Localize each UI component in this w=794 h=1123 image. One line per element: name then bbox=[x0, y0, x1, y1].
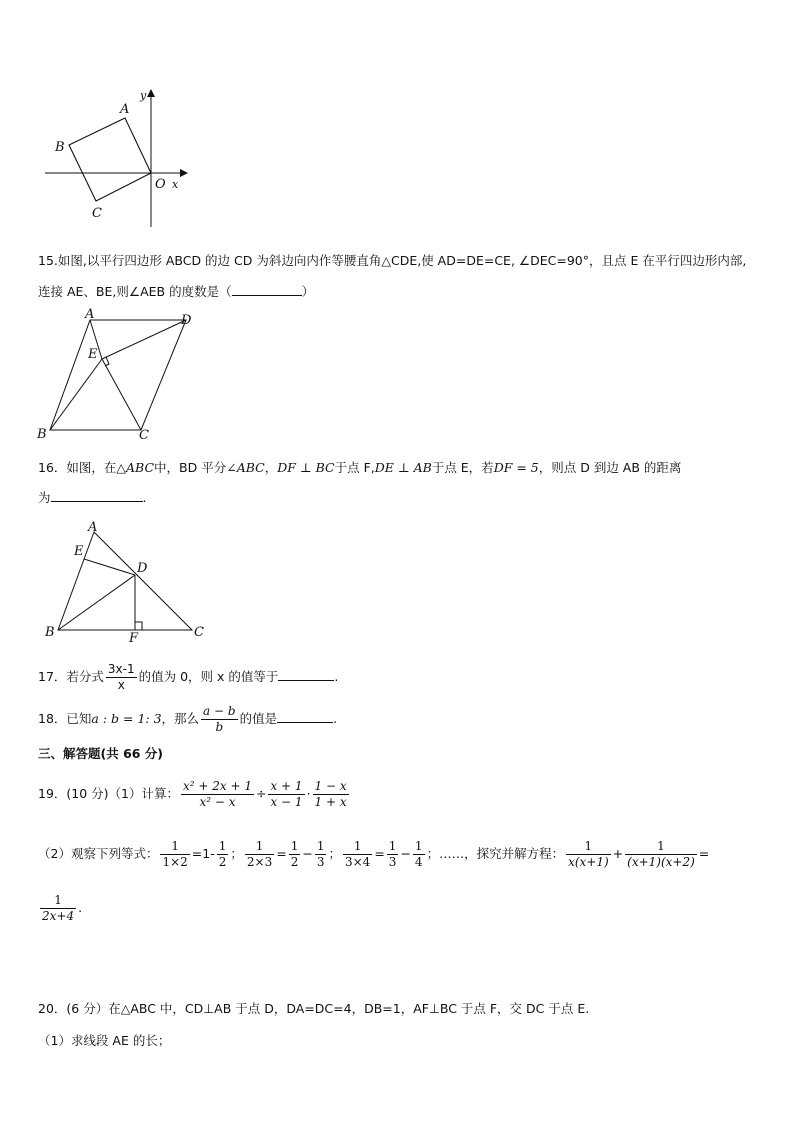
q18-end: . bbox=[333, 711, 338, 726]
label-C: C bbox=[92, 206, 102, 221]
q19-e2b-frac bbox=[315, 839, 327, 870]
q19-e2a-frac bbox=[289, 839, 301, 870]
q19-frac1-num: x² + 2x + 1 bbox=[183, 779, 252, 793]
q19-g2-num: 1 bbox=[625, 839, 697, 855]
segment-bd bbox=[58, 575, 135, 630]
q19-g1-frac bbox=[566, 839, 611, 870]
label-B: B bbox=[45, 625, 55, 640]
label-A: A bbox=[120, 102, 130, 117]
right-angle-mark-f bbox=[135, 622, 142, 630]
q18-ratio: a : b = 1: 3 bbox=[91, 711, 162, 726]
label-D: D bbox=[137, 561, 148, 576]
q19-pre: 19．(10 分)（1）计算： bbox=[38, 786, 179, 801]
q19-e2a-den: 2 bbox=[290, 855, 299, 869]
label-A: A bbox=[88, 520, 98, 535]
q18-answer-blank[interactable] bbox=[277, 722, 333, 723]
q19-frac1-den: x² − x bbox=[199, 795, 236, 809]
q20-line2: （1）求线段 AE 的长； bbox=[38, 1033, 171, 1048]
q16-line2-end: . bbox=[142, 490, 147, 505]
q18-num: a − b bbox=[203, 704, 236, 718]
q15-answer-blank[interactable] bbox=[232, 295, 302, 296]
parallelogram-abcd bbox=[50, 320, 186, 430]
q16-line2-text: 为 bbox=[38, 490, 51, 505]
q19-e2-frac bbox=[245, 839, 274, 870]
q19-e2-num: 1 bbox=[245, 839, 274, 855]
q18-mid: ，那么 bbox=[161, 711, 200, 726]
q19-geq: = bbox=[698, 846, 710, 861]
q19-g3-num: 1 bbox=[40, 893, 76, 909]
q16-p1: 16．如图，在 bbox=[38, 460, 117, 475]
label-B: B bbox=[55, 140, 65, 155]
q19-e3b-num: 1 bbox=[414, 839, 423, 853]
q19-e1-den: 1×2 bbox=[162, 855, 188, 869]
q19-g2-frac bbox=[625, 839, 697, 870]
q19-part2-line2 bbox=[38, 888, 82, 928]
label-E: E bbox=[88, 347, 98, 362]
segment-ed bbox=[102, 320, 186, 359]
q17-end: . bbox=[334, 669, 339, 684]
q18-pre: 18．已知 bbox=[38, 711, 92, 726]
q16-p3: ， bbox=[264, 460, 278, 475]
segment-de bbox=[84, 559, 135, 575]
q19-e1-num: 1 bbox=[160, 839, 189, 855]
q19-part1 bbox=[38, 774, 351, 814]
q19-sep2: ； bbox=[328, 846, 341, 861]
q15-line1: 15.如图,以平行四边形 ABCD 的边 CD 为斜边向内作等腰直角△CDE,使 AD=DE=CE, ∠DEC=90°，且点 E 在平行四边形内部, bbox=[38, 253, 747, 268]
q19-e2minus: − bbox=[302, 846, 313, 861]
q16-answer-blank[interactable] bbox=[51, 501, 143, 502]
label-C: C bbox=[194, 625, 204, 640]
q18 bbox=[38, 702, 337, 736]
q19-e3-den: 3×4 bbox=[344, 855, 371, 869]
q19-sep1: ； bbox=[230, 846, 243, 861]
q16-p6: ，则点 D 到边 AB 的距离 bbox=[538, 460, 682, 475]
q17-den: x bbox=[117, 678, 125, 692]
q18-post: 的值是 bbox=[239, 711, 278, 726]
q19-frac2 bbox=[268, 779, 304, 810]
figure-q15 bbox=[35, 308, 205, 444]
q17-pre: 17．若分式 bbox=[38, 669, 104, 684]
q19-e1-frac bbox=[160, 839, 189, 870]
q19-frac2-den: x − 1 bbox=[270, 795, 303, 809]
q19-e1mid: =1- bbox=[191, 846, 215, 861]
q19-frac3-num: 1 − x bbox=[314, 779, 347, 793]
q19-sep3: ；……，探究并解方程： bbox=[426, 846, 565, 861]
q19-g1-num: 1 bbox=[566, 839, 611, 855]
q16-dfv: DF = 5 bbox=[493, 460, 539, 475]
q16-p4: 于点 F, bbox=[334, 460, 375, 475]
q19-g2-den: (x+1)(x+2) bbox=[627, 855, 695, 869]
segment-be bbox=[50, 359, 102, 430]
q19-e2b-den: 3 bbox=[316, 855, 325, 869]
q19-e3b-frac bbox=[413, 839, 425, 870]
q16-de: DE ⊥ AB bbox=[374, 460, 432, 475]
x-axis-arrow bbox=[180, 169, 188, 177]
q19-g1-den: x(x+1) bbox=[568, 855, 609, 869]
q16-p2: 中，BD 平分 bbox=[154, 460, 227, 475]
q19-e3minus: − bbox=[400, 846, 411, 861]
label-F: F bbox=[129, 631, 139, 646]
q19-e3eq: = bbox=[374, 846, 385, 861]
q15-line2-close: ） bbox=[301, 284, 315, 299]
q17-answer-blank[interactable] bbox=[278, 680, 334, 681]
q16-angle: ∠ABC bbox=[226, 460, 265, 475]
q20-line1: 20．(6 分）在△ABC 中，CD⊥AB 于点 D，DA=DC=4，DB=1，AF⊥BC 于点 F，交 DC 于点 E. bbox=[38, 1001, 590, 1016]
q19-gend: . bbox=[78, 900, 83, 915]
q19-p2pre: （2）观察下列等式： bbox=[38, 846, 159, 861]
q19-e3a-num: 1 bbox=[388, 839, 397, 853]
segment-ec bbox=[102, 359, 141, 430]
q19-dot: · bbox=[306, 786, 311, 801]
q19-e2a-num: 1 bbox=[290, 839, 299, 853]
q19-part2 bbox=[38, 834, 709, 874]
q19-e1b-frac bbox=[217, 839, 229, 870]
q16-line2 bbox=[38, 488, 147, 506]
q19-e2eq: = bbox=[276, 846, 287, 861]
q16-df: DF ⊥ BC bbox=[277, 460, 335, 475]
q19-e1b-num: 1 bbox=[218, 839, 227, 853]
q19-e3a-den: 3 bbox=[388, 855, 397, 869]
label-A: A bbox=[85, 308, 95, 322]
q19-frac1 bbox=[181, 779, 254, 810]
q17 bbox=[38, 660, 338, 694]
q15-line2-text: 连接 AE、BE,则∠AEB 的度数是（ bbox=[38, 284, 232, 299]
q19-g3-den: 2x+4 bbox=[42, 909, 75, 923]
q17-fraction bbox=[106, 662, 137, 693]
label-y: y bbox=[140, 89, 147, 102]
q19-e3b-den: 4 bbox=[414, 855, 423, 869]
q19-frac3 bbox=[313, 779, 349, 810]
q19-e3a-frac bbox=[387, 839, 399, 870]
q19-e1b-den: 2 bbox=[218, 855, 227, 869]
q18-fraction bbox=[201, 704, 238, 735]
square-abco bbox=[69, 118, 151, 201]
q19-e2-den: 2×3 bbox=[246, 855, 273, 869]
q16-p5: 于点 E，若 bbox=[431, 460, 494, 475]
q19-plus: + bbox=[612, 846, 624, 861]
q17-post: 的值为 0，则 x 的值等于 bbox=[138, 669, 279, 684]
y-axis-arrow bbox=[147, 89, 155, 97]
q19-div: ÷ bbox=[255, 786, 267, 801]
label-O: O bbox=[155, 177, 166, 192]
q15-line2 bbox=[38, 282, 314, 300]
section-3-heading: 三、解答题(共 66 分) bbox=[38, 746, 164, 761]
q16-triangle: △ABC bbox=[116, 460, 155, 475]
label-E: E bbox=[74, 544, 84, 559]
q19-e3-num: 1 bbox=[343, 839, 372, 855]
q18-den: b bbox=[215, 720, 224, 734]
label-C: C bbox=[139, 428, 149, 443]
label-B: B bbox=[37, 427, 47, 442]
q19-e3-frac bbox=[343, 839, 372, 870]
figure-q16 bbox=[40, 518, 215, 646]
label-x: x bbox=[172, 178, 179, 191]
q19-frac2-num: x + 1 bbox=[270, 779, 303, 793]
q16-line1 bbox=[38, 458, 681, 476]
q19-frac3-den: 1 + x bbox=[314, 795, 347, 809]
figure-q14 bbox=[40, 85, 200, 230]
q19-e2b-num: 1 bbox=[316, 839, 325, 853]
q17-num: 3x-1 bbox=[107, 662, 135, 676]
q19-g3-frac bbox=[40, 893, 76, 924]
label-D: D bbox=[181, 313, 192, 328]
